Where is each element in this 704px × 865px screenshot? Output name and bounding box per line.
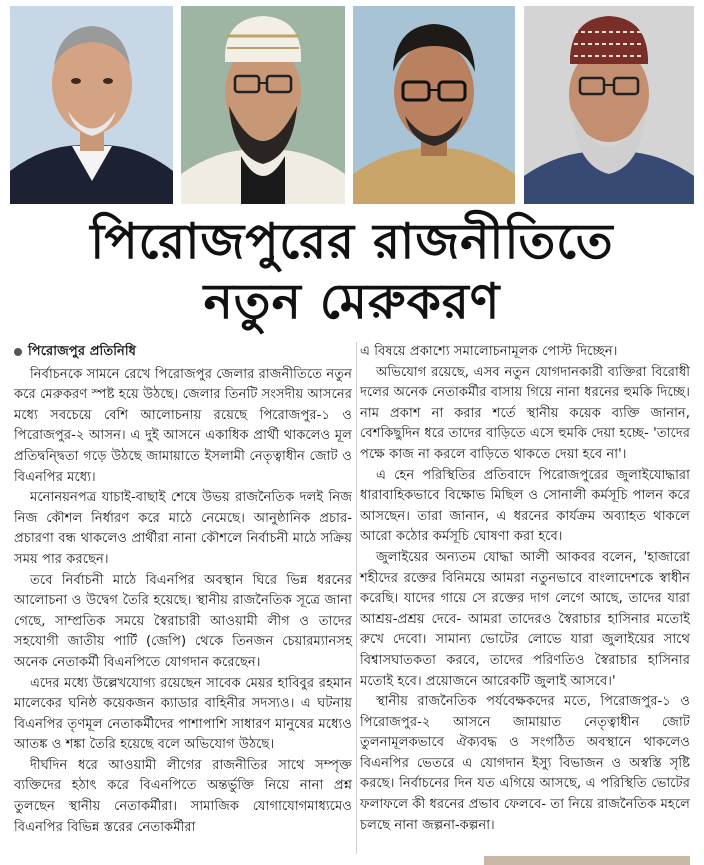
bullet-icon: [14, 348, 22, 356]
portrait-1: [10, 6, 173, 204]
photo-strip: [10, 6, 694, 204]
byline-text: পিরোজপুর প্রতিনিধি: [28, 344, 137, 359]
paragraph: এ বিষয়ে প্রকাশ্যে সমালোচনামূলক পোস্ট দিচ্ছেন।: [360, 344, 618, 359]
paragraph: অভিযোগ রয়েছে, এসব নতুন যোগদানকারী ব্যক্তিরা বিরোধী দলের অনেক নেতাকর্মীর বাসায় গিয়ে নানা ধরনের হুমকি দিচ্ছে। নাম প্রকাশ না করার শর্তে স্থানীয় কয়েক ব্যক্তি জানান, বেশকিছুদিন ধরে তাদের বাড়িতে এসে হুমকি দেয়া হচ্ছে- 'তাদের পক্ষে কাজ না করলে বাড়িতে থাকতে দেয়া হবে না'।: [360, 364, 690, 462]
paragraph: এ হেন পরিস্থিতির প্রতিবাদে পিরোজপুরের জুলাইযোদ্ধারা ধারাবাহিকভাবে বিক্ষোভ মিছিল ও সোনালী কর্মসূচি পালন করে আসছেন। তারা জানান, এ ধরনের কার্যক্রম অব্যাহত থাকলে আরো কঠোর কর্মসূচি ঘোষণা করা হবে।: [360, 467, 690, 545]
portrait-2: [181, 6, 345, 204]
paragraph: স্থানীয় রাজনৈতিক পর্যবেক্ষকদের মতে, পিরোজপুর-১ ও পিরোজপুর-২ আসনে জামায়াত নেতৃত্বাধীন জোট তুলনামূলকভাবে ঐক্যবদ্ধ ও সংগঠিত অবস্থানে থাকলেও বিএনপির ভেতরে এ যোগদান ইস্যু বিভাজন ও অস্বস্তি সৃষ্টি করছে। নির্বাচনের দিন যত এগিয়ে আসছে, এ পরিস্থিতি ভোটের ফলাফলে কী ধরনের প্রভাব ফেলবে- তা নিয়ে রাজনৈতিক মহলে চলছে নানা জল্পনা-কল্পনা।: [360, 694, 690, 833]
article-column-left: [14, 342, 352, 838]
paragraph: এদের মধ্যে উল্লেখযোগ্য রয়েছেন সাবেক মেয়র হাবিবুর রহমান মালেকের ঘনিষ্ঠ কয়েকজন ক্যাডার বাহিনীর সদস্যও। এ ঘটনায় বিএনপির তৃণমূল নেতাকর্মীদের পাশাপাশি সাধারণ মানুষের মধ্যেও আতঙ্ক ও শঙ্কা তৈরি হয়েছে বলে অভিযোগ উঠছে।: [14, 675, 352, 753]
headline-line-1: পিরোজপুরের রাজনীতিতে: [90, 213, 614, 270]
headline-line-2: নতুন মেরুকরণ: [203, 273, 501, 330]
byline: [14, 342, 352, 363]
paragraph: নির্বাচনকে সামনে রেখে পিরোজপুর জেলার রাজনীতিতে নতুন করে মেরুকরণ স্পষ্ট হয়ে উঠছে। জেলার তিনটি সংসদীয় আসনের মধ্যে সবচেয়ে বেশি আলোচনায় রয়েছে পিরোজপুর-১ ও পিরোজপুর-২ আসন। এ দুই আসনে একাধিক প্রার্থী থাকলেও মূল প্রতিদ্বন্দ্বিতা গড়ে উঠছে জামায়াতে ইসলামী নেতৃত্বাধীন জোট ও বিএনপির মধ্যে।: [14, 366, 352, 485]
headline: [0, 212, 704, 332]
column-divider: [356, 342, 357, 854]
paragraph: তবে নির্বাচনী মাঠে বিএনপির অবস্থান ঘিরে ভিন্ন ধরনের আলোচনা ও উদ্বেগ তৈরি হয়েছে। স্থানীয় রাজনৈতিক সূত্রে জানা গেছে, সাম্প্রতিক সময়ে স্বৈরাচারী আওয়ামী লীগ ও তাদের সহযোগী জাতীয় পার্টি (জেপি) থেকে তিনজন চেয়ারম্যানসহ অনেক নেতাকর্মী বিএনপিতে যোগদান করেছেন।: [14, 572, 352, 670]
paragraph: দীর্ঘদিন ধরে আওয়ামী লীগের রাজনীতির সাথে সম্পৃক্ত ব্যক্তিদের হঠাৎ করে বিএনপিতে অন্তর্ভুক্তি নিয়ে নানা প্রশ্ন তুলছেন স্থানীয় নেতাকর্মীরা। সামাজিক যোগাযোগমাধ্যমেও বিএনপির বিভিন্ন স্তরের নেতাকর্মীরা: [14, 757, 352, 835]
portrait-4: [524, 6, 694, 204]
paragraph: মনোনয়নপত্র যাচাই-বাছাই শেষে উভয় রাজনৈতিক দলই নিজ নিজ কৌশল নির্ধারণ করে মাঠে নেমেছে। আনুষ্ঠানিক প্রচার-প্রচারণা বন্ধ থাকলেও প্রার্থীরা নানা কৌশলে নির্বাচনী মাঠে সক্রিয় সময় পার করছেন।: [14, 490, 352, 567]
portrait-3: [353, 6, 515, 204]
article-column-right: [360, 342, 690, 836]
next-article-photo: [484, 856, 690, 865]
paragraph: জুলাইয়ের অন্যতম যোদ্ধা আলী আকবর বলেন, 'হাজারো শহীদের রক্তের বিনিময়ে আমরা নতুনভাবে বাংলাদেশকে স্বাধীন করেছি। যাদের গায়ে সে রক্তের দাগ লেগে আছে, তাদের যারা আশ্রয়-প্রশ্রয় দেবে- আমরা তাদেরও স্বৈরাচার হাসিনার মতোই রুখে দেবো। সামান্য ভোটের লোভে যারা জুলাইয়ের সাথে বিশ্বাসঘাতকতা করবে, তাদের পরিণতিও স্বৈরাচার হাসিনার মতোই হবে। প্রয়োজনে আরেকটি জুলাই আসবে।': [360, 549, 690, 689]
